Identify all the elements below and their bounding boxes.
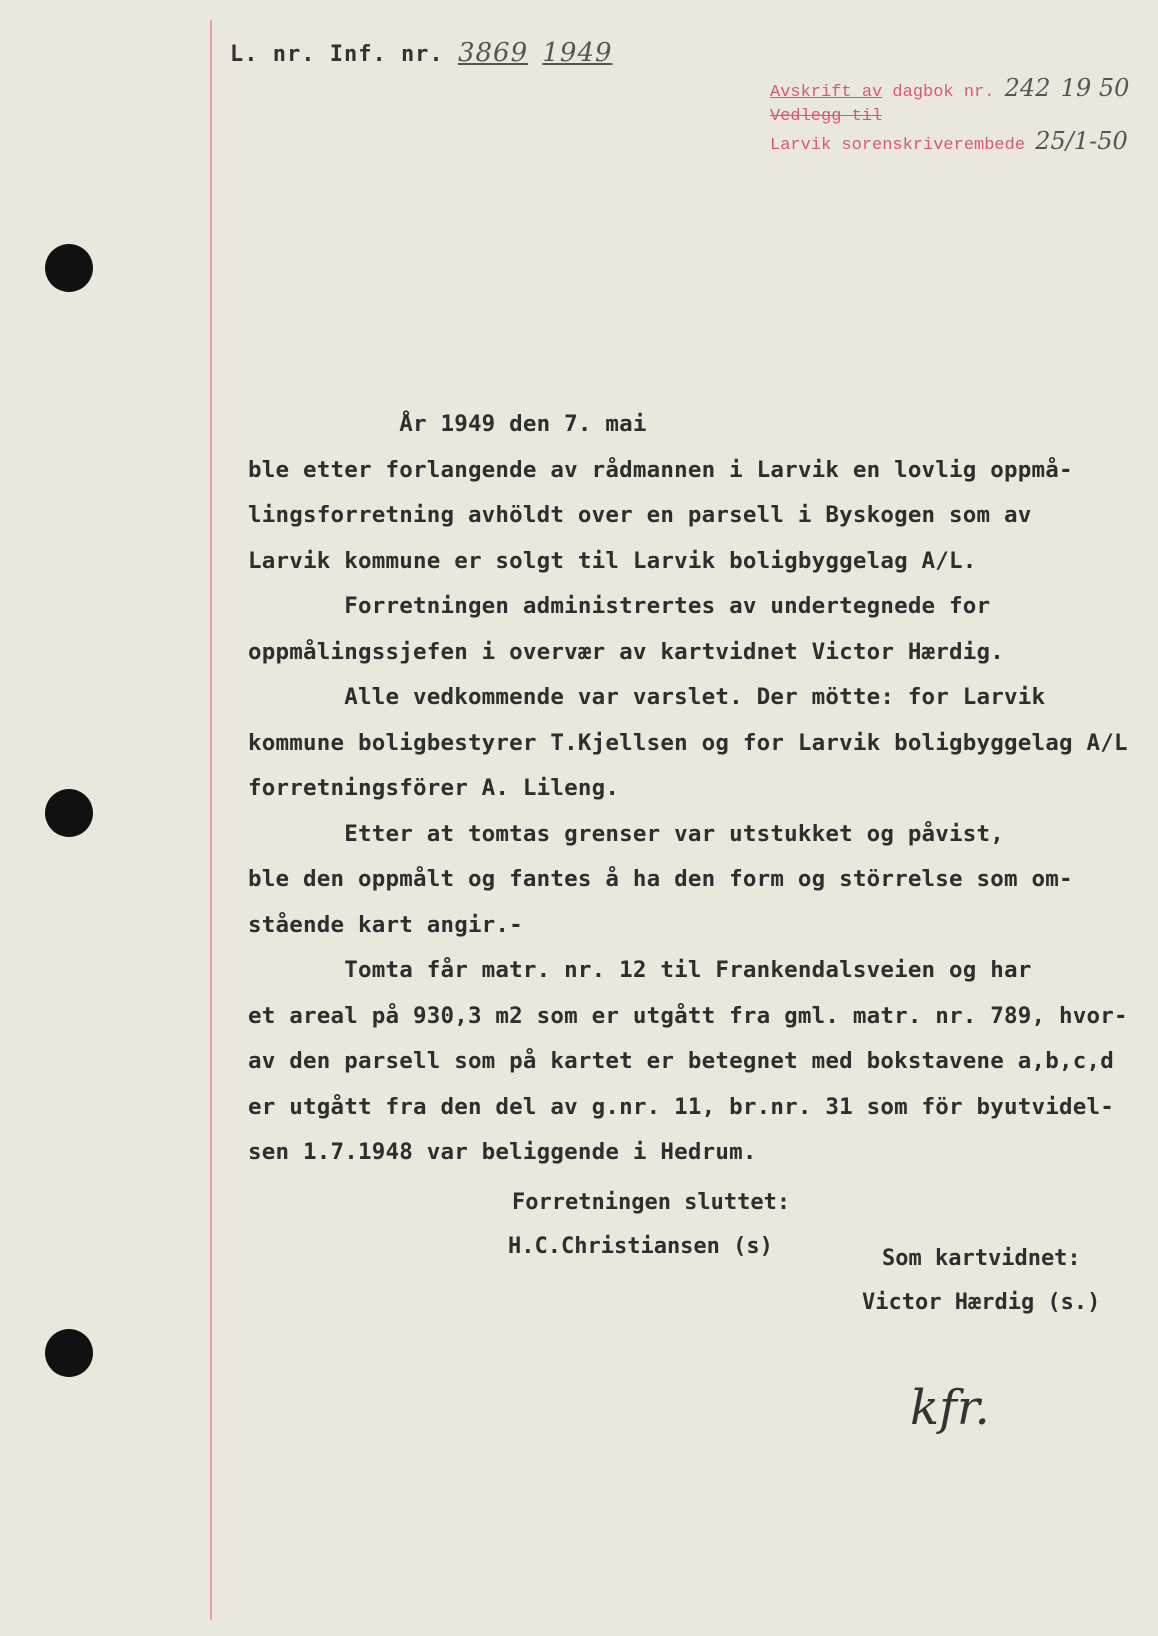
dagbok-year: 19 50: [1060, 74, 1130, 102]
text-line: Tomta får matr. nr. 12 til Frankendalsveien og har: [248, 957, 1032, 983]
signature-witness: Victor Hærdig (s.): [862, 1290, 1101, 1315]
text-line: kommune boligbestyrer T.Kjellsen og for Larvik boligbyggelag A/L: [248, 729, 1128, 756]
text-line: Alle vedkommende var varslet. Der mötte: for Larvik: [248, 684, 1046, 710]
stamp-attachment-label: Vedlegg til: [770, 107, 883, 126]
dagbok-number: 242: [1004, 74, 1051, 102]
stamp-copy-label: Avskrift av: [770, 83, 883, 102]
court-stamp: [770, 76, 1129, 158]
text-line: stående kart angir.-: [248, 911, 523, 938]
text-line: er utgått fra den del av g.nr. 11, br.nr. 31 som för byutvidel-: [248, 1093, 1115, 1120]
signature-surveyor: H.C.Christiansen (s): [508, 1234, 773, 1259]
concluded-line: Forretningen sluttet:: [512, 1190, 791, 1215]
protocol-text: [248, 402, 1138, 1176]
journal-number: 3869: [457, 38, 529, 68]
stamp-court-name: Larvik sorenskriverembede: [770, 136, 1026, 155]
margin-rule: [210, 20, 212, 1620]
stamp-date: 25/1-50: [1035, 127, 1128, 155]
text-line: År 1949 den 7. mai: [248, 411, 647, 437]
stamp-dagbok-label: dagbok nr.: [892, 83, 995, 102]
text-line: ble etter forlangende av rådmannen i Larvik en lovlig oppmå-: [248, 456, 1073, 483]
text-line: oppmålingssjefen i overvær av kartvidnet Victor Hærdig.: [248, 638, 1005, 665]
text-line: lingsforretning avhöldt over en parsell i Byskogen som av: [248, 502, 1032, 528]
text-line: av den parsell som på kartet er betegnet med bokstavene a,b,c,d: [248, 1048, 1115, 1074]
text-line: Etter at tomtas grenser var utstukket og påvist,: [248, 820, 1005, 847]
journal-stamp: [230, 38, 613, 68]
punch-hole: [45, 789, 93, 837]
journal-prefix: L. nr. Inf. nr.: [230, 42, 444, 67]
text-line: forretningsförer A. Lileng.: [248, 775, 620, 801]
punch-hole: [45, 244, 93, 292]
handwritten-initials: kfr.: [910, 1380, 990, 1436]
witness-label: Som kartvidnet:: [882, 1246, 1081, 1271]
punch-hole: [45, 1329, 93, 1377]
text-line: et areal på 930,3 m2 som er utgått fra gml. matr. nr. 789, hvor-: [248, 1002, 1128, 1029]
text-line: sen 1.7.1948 var beliggende i Hedrum.: [248, 1139, 757, 1165]
text-line: Larvik kommune er solgt til Larvik boligbyggelag A/L.: [248, 547, 977, 574]
text-line: ble den oppmålt og fantes å ha den form og störrelse som om-: [248, 866, 1073, 892]
journal-year: 1949: [542, 38, 613, 68]
text-line: Forretningen administrertes av undertegnede for: [248, 593, 991, 619]
